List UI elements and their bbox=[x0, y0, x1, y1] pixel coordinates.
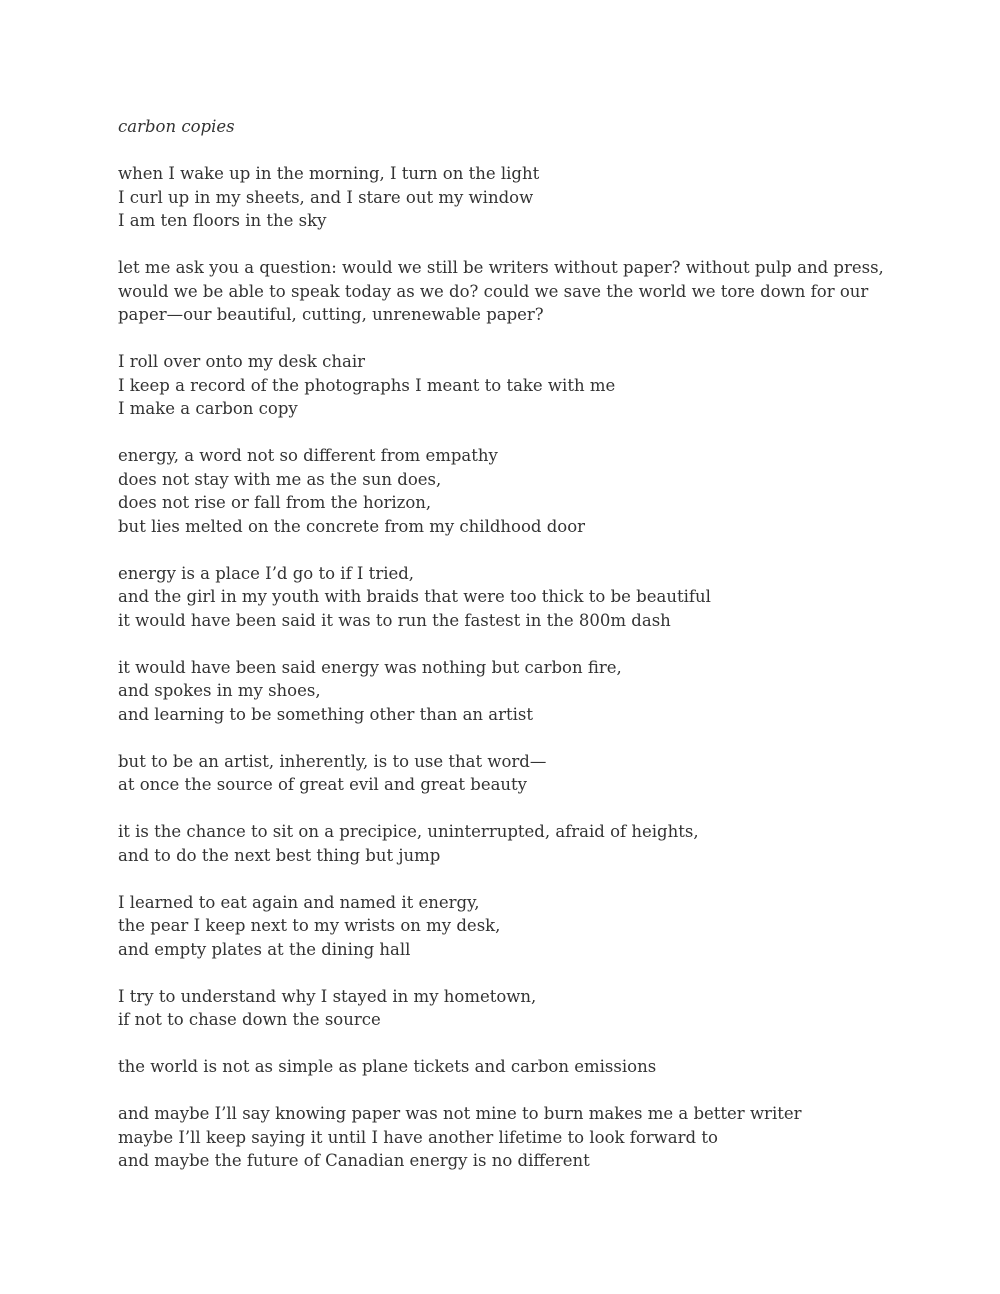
poem-line: and the girl in my youth with braids that were too thick to be beautiful bbox=[118, 587, 711, 606]
stanza bbox=[118, 444, 918, 538]
poem-line: at once the source of great evil and great beauty bbox=[118, 775, 527, 794]
poem-line: the world is not as simple as plane tickets and carbon emissions bbox=[118, 1057, 657, 1076]
poem-line: I keep a record of the photographs I meant to take with me bbox=[118, 375, 616, 395]
poem-line: let me ask you a question: would we still be writers without paper? without pulp and press, bbox=[118, 258, 884, 277]
poem-line: energy is a place I’d go to if I tried, bbox=[118, 563, 415, 583]
poem-line: and maybe I’ll say knowing paper was not mine to burn makes me a better writer bbox=[118, 1104, 802, 1123]
poem-line: does not stay with me as the sun does, bbox=[118, 469, 442, 489]
poem-line: I try to understand why I stayed in my hometown, bbox=[118, 986, 537, 1006]
poem-line: but lies melted on the concrete from my childhood door bbox=[118, 516, 586, 536]
stanza bbox=[118, 350, 918, 421]
stanza bbox=[118, 256, 918, 327]
poem-line: I make a carbon copy bbox=[118, 399, 298, 418]
poem-line: and to do the next best thing but jump bbox=[118, 845, 441, 865]
poem-title: carbon copies bbox=[118, 117, 235, 136]
stanza bbox=[118, 562, 918, 633]
poem-line: would we be able to speak today as we do? could we save the world we tore down for our bbox=[118, 281, 869, 301]
poem bbox=[118, 115, 918, 1196]
poem-line: energy, a word not so different from empathy bbox=[118, 446, 498, 465]
poem-line: and maybe the future of Canadian energy is no different bbox=[118, 1151, 590, 1170]
poem-line: but to be an artist, inherently, is to use that word— bbox=[118, 751, 547, 771]
stanza bbox=[118, 1055, 918, 1079]
stanza bbox=[118, 820, 918, 867]
poem-line: and learning to be something other than an artist bbox=[118, 704, 534, 724]
poem-line: I learned to eat again and named it energy, bbox=[118, 892, 480, 912]
poem-line: I am ten floors in the sky bbox=[118, 211, 327, 230]
poem-line: it would have been said it was to run the fastest in the 800m dash bbox=[118, 610, 671, 630]
stanza bbox=[118, 750, 918, 797]
poem-line: and empty plates at the dining hall bbox=[118, 939, 411, 959]
stanza bbox=[118, 985, 918, 1032]
poem-line: the pear I keep next to my wrists on my desk, bbox=[118, 916, 501, 935]
stanza bbox=[118, 162, 918, 233]
poem-line: if not to chase down the source bbox=[118, 1010, 381, 1029]
poem-line: it would have been said energy was nothing but carbon fire, bbox=[118, 657, 622, 677]
poem-line: paper—our beautiful, cutting, unrenewable paper? bbox=[118, 305, 544, 324]
poem-line: I roll over onto my desk chair bbox=[118, 352, 366, 371]
poem-line: I curl up in my sheets, and I stare out my window bbox=[118, 187, 534, 207]
poem-line: when I wake up in the morning, I turn on the light bbox=[118, 164, 540, 183]
poem-line: maybe I’ll keep saying it until I have another lifetime to look forward to bbox=[118, 1127, 718, 1147]
poem-line: does not rise or fall from the horizon, bbox=[118, 493, 432, 512]
stanza bbox=[118, 1102, 918, 1173]
stanza bbox=[118, 891, 918, 962]
poem-line: it is the chance to sit on a precipice, uninterrupted, afraid of heights, bbox=[118, 822, 699, 841]
stanza bbox=[118, 656, 918, 727]
poem-line: and spokes in my shoes, bbox=[118, 681, 321, 700]
